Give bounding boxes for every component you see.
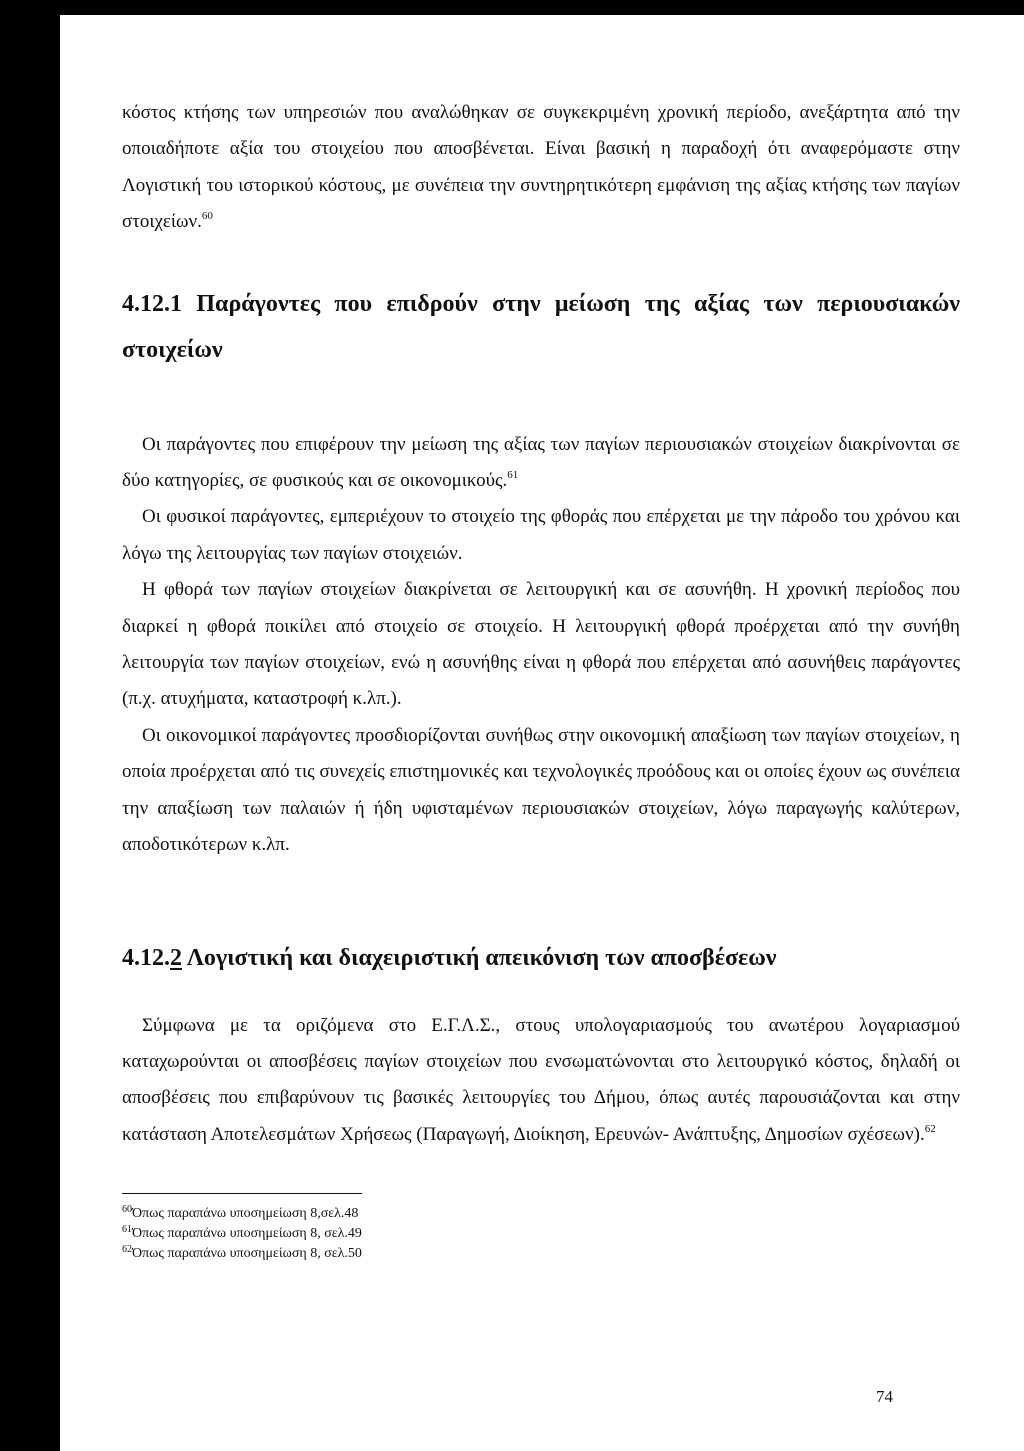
section-number-main: 4.12. [122, 944, 170, 971]
section-number: 4.12.1 [122, 290, 182, 317]
footnote-ref-62[interactable]: 62 [924, 1122, 936, 1135]
intro-text: κόστος κτήσης των υπηρεσιών που αναλώθηκαν σε συγκεκριμένη χρονική περίοδο, ανεξάρτητα από την οποιαδήποτε αξία του στοιχείου που αποσβένεται. Είναι βασική η παραδοχή ότι αναφερόμαστε στην Λογιστική του ιστορικού κόστους, με συνέπεια την συντηρητικότερη εμφάνιση της αξίας κτήσης των παγίων στοιχείων. [122, 102, 960, 233]
footnote-ref-61[interactable]: 61 [507, 469, 519, 482]
footnote-mark: 61 [122, 1224, 132, 1236]
footnotes [122, 1204, 960, 1264]
section-title: Λογιστική και διαχειριστική απεικόνιση των αποσβέσεων [186, 944, 777, 971]
section-heading-4-12-2 [122, 940, 960, 976]
footnote-text: Όπως παραπάνω υποσημείωση 8,σελ.48 [132, 1206, 359, 1222]
document-body [122, 95, 960, 1264]
paragraph-text: Η φθορά των παγίων στοιχείων διακρίνεται σε λειτουργική και σε ασυνήθη. Η χρονική περίοδος που διαρκεί η φθορά ποικίλει από στοιχείο σε στοιχείο. Η λειτουργική φθορά προέρχεται από την συνήθη λειτουργία των παγίων στοιχείων, ενώ η ασυνήθης είναι η φθορά που επέρχεται από ασυνήθεις παράγοντες (π.χ. ατυχήματα, καταστροφή κ.λπ.). [122, 579, 960, 710]
footnote-mark: 62 [122, 1244, 132, 1256]
paragraph-text: Σύμφωνα με τα οριζόμενα στο Ε.Γ.Λ.Σ., στους υπολογαριασμούς του ανωτέρου λογαριασμού καταχωρούνται οι αποσβέσεις παγίων στοιχείων που ενσωματώνονται στο λειτουργικό κόστος, δηλαδή οι αποσβέσεις που επιβαρύνουν τις βασικές λειτουργίες του Δήμου, όπως αυτές παρουσιάζονται και στην κατάσταση Αποτελεσμάτων Χρήσεως (Παραγωγή, Διοίκηση, Ερευνών- Ανάπτυξης, Δημοσίων σχέσεων). [122, 1014, 960, 1145]
footnote-mark: 60 [122, 1204, 132, 1216]
paragraph-text: Οι παράγοντες που επιφέρουν την μείωση της αξίας των παγίων περιουσιακών στοιχείων διακρίνονται σε δύο κατηγορίες, σε φυσικούς και σε οικονομικούς. [122, 433, 960, 492]
paragraph-text: Οι φυσικοί παράγοντες, εμπεριέχουν το στοιχείο της φθοράς που επέρχεται με την πάροδο του χρόνου και λόγω της λειτουργίας των παγίων στοιχειών. [122, 506, 960, 564]
footnote-61 [122, 1224, 960, 1244]
page-number: 74 [876, 1387, 893, 1406]
paragraph-physical-factors [122, 499, 960, 572]
paragraph-egls [122, 1008, 960, 1154]
footnote-text: Όπως παραπάνω υποσημείωση 8, σελ.50 [132, 1246, 362, 1262]
intro-paragraph [122, 95, 960, 241]
footnote-ref-60[interactable]: 60 [201, 210, 213, 223]
section-title: Παράγοντες που επιδρούν στην μείωση της αξίας των περιουσιακών στοιχείων [122, 290, 961, 363]
section-number-sub: 2 [170, 944, 182, 971]
paragraph-economic-factors [122, 718, 960, 864]
section-number [122, 945, 182, 971]
document-page [60, 15, 1024, 1451]
paragraph-factors [122, 427, 960, 500]
footnote-60 [122, 1204, 960, 1224]
paragraph-text: Οι οικονομικοί παράγοντες προσδιορίζονται συνήθως στην οικονομική απαξίωση των παγίων στοιχείων, η οποία προέρχεται από τις συνεχείς επιστημονικές και τεχνολογικές προόδους και οι οποίες έχουν ως συνέπεια την απαξίωση των παλαιών ή ήδη υφισταμένων περιουσιακών στοιχείων, λόγω παραγωγής καλύτερων, αποδοτικότερων κ.λπ. [122, 724, 960, 856]
footnote-separator [122, 1193, 362, 1194]
section-heading-4-12-1 [122, 281, 960, 373]
footnote-62 [122, 1244, 960, 1264]
footnote-text: Όπως παραπάνω υποσημείωση 8, σελ.49 [132, 1226, 362, 1242]
paragraph-wear [122, 572, 960, 718]
